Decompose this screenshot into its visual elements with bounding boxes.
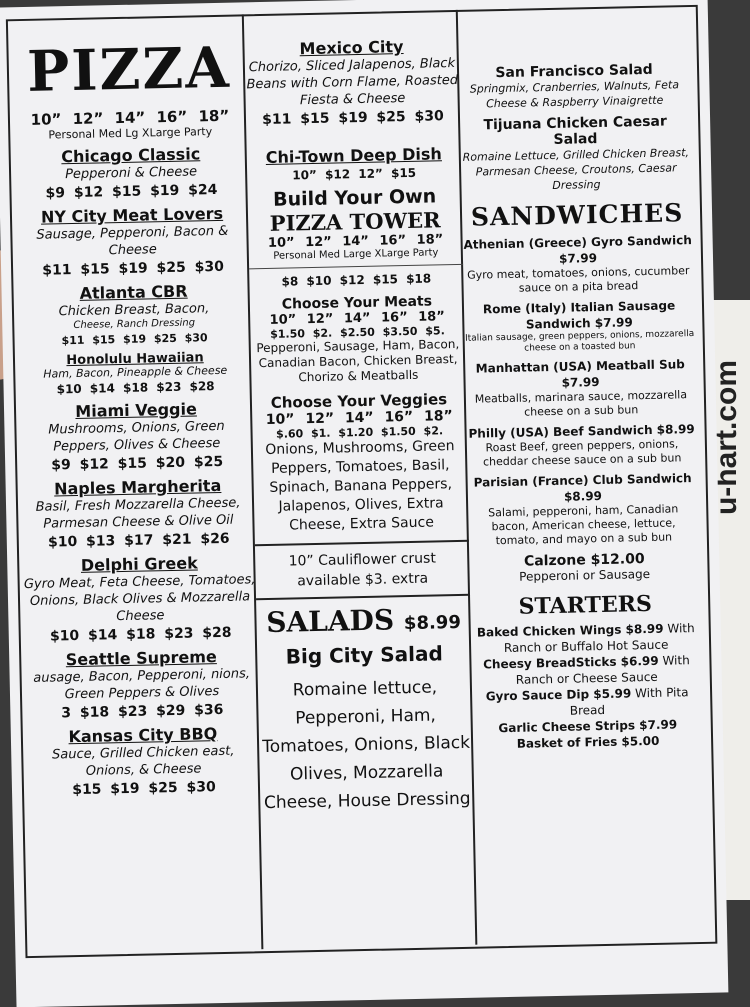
starter-name: Gyro Sauce Dip $5.99 bbox=[485, 686, 632, 704]
pizza-item bbox=[20, 398, 253, 474]
sandwich-name: Philly (USA) Beef Sandwich $8.99 bbox=[468, 422, 695, 441]
starter-item bbox=[471, 652, 702, 689]
pizza-name: Naples Margherita bbox=[53, 475, 222, 499]
pizza-desc: ausage, Bacon, Pepperoni, nions, Green Peppers & Olives bbox=[33, 666, 251, 703]
pizza-item bbox=[15, 143, 248, 202]
tower-title-2: PIZZA TOWER bbox=[269, 207, 441, 236]
pizza-prices: $11 $15 $19 $25 $30 bbox=[42, 258, 225, 279]
pizza-desc: Sauce, Grilled Chicken east, Onions, & Cheese bbox=[51, 743, 235, 779]
sandwich-name: Rome (Italy) Italian Sausage Sandwich $7.99 bbox=[482, 298, 676, 332]
sandwich-desc: Italian sausage, green peppers, onions, mozzarella cheese on a toasted bun bbox=[464, 329, 695, 354]
salad-item bbox=[460, 113, 692, 195]
pizza-name: Chicago Classic bbox=[61, 144, 201, 167]
sandwich-desc: Gyro meat, tomatoes, onions, cucumber sauce on a pita bread bbox=[467, 264, 690, 295]
starter-name: Garlic Cheese Strips $7.99 bbox=[498, 717, 678, 736]
meats-title: Choose Your Meats bbox=[281, 293, 433, 313]
meats-sizes: 10” 12” 14” 16” 18” bbox=[269, 309, 445, 328]
pizza-desc: Pepperoni & Cheese bbox=[64, 164, 198, 183]
pizza-item bbox=[19, 349, 252, 397]
mexico-city-name: Mexico City bbox=[299, 37, 404, 59]
pizza-prices: 3 $18 $23 $29 $36 bbox=[61, 701, 224, 722]
tower-sizes: 10” 12” 14” 16” 18” bbox=[267, 232, 444, 251]
pizza-item bbox=[17, 280, 250, 348]
pizza-prices: $9 $12 $15 $19 $24 bbox=[45, 181, 218, 202]
pizza-name: Miami Veggie bbox=[75, 399, 198, 421]
veggies-title: Choose Your Veggies bbox=[270, 390, 448, 412]
salad-desc: Romaine Lettuce, Grilled Chicken Breast, Parmesan Cheese, Croutons, Caesar Dressing bbox=[462, 146, 690, 192]
pizza-prices: $11 $15 $19 $25 $30 bbox=[61, 331, 208, 348]
sandwich-name: Manhattan (USA) Meatball Sub $7.99 bbox=[475, 357, 685, 390]
pizza-prices: $15 $19 $25 $30 bbox=[72, 779, 216, 799]
pizza-desc: Chicken Breast, Bacon, bbox=[58, 301, 210, 320]
pizza-prices: $9 $12 $15 $20 $25 bbox=[51, 453, 224, 474]
pizza-prices: $10 $14 $18 $23 $28 bbox=[49, 624, 232, 645]
sandwiches-title: SANDWICHES bbox=[470, 198, 684, 232]
salads-header bbox=[256, 602, 471, 639]
pizza-sizes: 10” 12” 14” 16” 18” bbox=[30, 106, 230, 129]
salad-name: San Francisco Salad bbox=[495, 61, 653, 82]
chitown-item bbox=[247, 144, 462, 183]
mexico-city-item bbox=[244, 36, 460, 128]
sandwich-item bbox=[464, 297, 695, 356]
pizza-item bbox=[27, 723, 260, 799]
tower-prices: $8 $10 $12 $15 $18 bbox=[249, 264, 463, 289]
pizza-name: Seattle Supreme bbox=[65, 647, 217, 670]
sandwich-item bbox=[463, 232, 694, 297]
starter-desc: With Ranch or Cheese Sauce bbox=[515, 653, 690, 687]
pizza-name: Atlanta CBR bbox=[79, 281, 188, 303]
pizza-item bbox=[16, 203, 249, 279]
calzone-desc: Pepperoni or Sausage bbox=[519, 566, 651, 584]
sandwich-name: Athenian (Greece) Gyro Sandwich $7.99 bbox=[463, 233, 692, 266]
pizza-item bbox=[25, 646, 258, 722]
sandwich-desc: Salami, pepperoni, ham, Canadian bacon, American cheese, lettuce, tomato, and mayo on a sub bun bbox=[488, 502, 679, 548]
salad-item bbox=[459, 61, 690, 112]
starter-name: Baked Chicken Wings $8.99 bbox=[476, 621, 664, 640]
big-city-salad-name: Big City Salad bbox=[285, 641, 443, 669]
starter-desc: With Pita Bread bbox=[569, 685, 689, 718]
pizza-name: Delphi Greek bbox=[80, 553, 198, 575]
pizza-desc: Ham, Bacon, Pineapple & Cheese bbox=[43, 363, 228, 381]
starters-title: STARTERS bbox=[518, 590, 653, 620]
starter-item bbox=[472, 684, 703, 721]
pizza-desc: Basil, Fresh Mozzarella Cheese, Parmesan Cheese & Olive Oil bbox=[35, 495, 241, 532]
mexico-city-desc: Chorizo, Sliced Jalapenos, Black Beans with Corn Flame, Roasted Fiesta & Cheese bbox=[246, 55, 459, 109]
pizza-name: Honolulu Hawaiian bbox=[66, 350, 204, 369]
pizza-size-names: Personal Med Lg XLarge Party bbox=[48, 125, 213, 142]
tower-size-names: Personal Med Large XLarge Party bbox=[273, 247, 439, 262]
veggies-prices: $.60 $1. $1.20 $1.50 $2. bbox=[275, 424, 444, 441]
pizza-name: NY City Meat Lovers bbox=[40, 203, 224, 227]
salad-desc: Springmix, Cranberries, Walnuts, Feta Cheese & Raspberry Vinaigrette bbox=[469, 78, 680, 111]
pizza-desc: Mushrooms, Onions, Green Peppers, Olives & Cheese bbox=[48, 418, 225, 455]
veggies-sizes: 10” 12” 14” 16” 18” bbox=[265, 408, 453, 428]
pizza-desc-small: Cheese, Ranch Dressing bbox=[73, 317, 196, 332]
tower-title-1: Build Your Own bbox=[272, 185, 437, 211]
meats-section bbox=[250, 293, 466, 386]
pizza-title: PIZZA bbox=[26, 34, 232, 105]
salads-sandwiches-column bbox=[458, 7, 703, 753]
sandwich-name: Parisian (France) Club Sandwich $8.99 bbox=[473, 471, 692, 504]
pizza-column bbox=[12, 16, 260, 803]
sandwich-item bbox=[467, 470, 698, 549]
starter-name: Basket of Fries $5.00 bbox=[516, 733, 660, 751]
sandwich-desc: Meatballs, marinara sauce, mozzarella cheese on a sub bun bbox=[474, 388, 688, 419]
salads-section bbox=[256, 602, 474, 817]
cauliflower-note: 10” Cauliflower crust available $3. extra bbox=[255, 540, 470, 600]
pizza-prices: $10 $13 $17 $21 $26 bbox=[47, 530, 230, 551]
sandwich-item bbox=[466, 421, 697, 470]
salads-title: SALADS bbox=[265, 603, 395, 640]
meats-list: Pepperoni, Sausage, Ham, Bacon, Canadian Bacon, Chicken Breast, Chorizo & Meatballs bbox=[256, 336, 460, 385]
starter-name: Cheesy BreadSticks $6.99 bbox=[483, 653, 659, 672]
pizza-prices: $10 $14 $18 $23 $28 bbox=[56, 379, 215, 397]
pizza-name: Kansas City BBQ bbox=[68, 724, 218, 747]
sandwich-desc: Roast Beef, green peppers, onions, cheddar cheese sauce on a sub bun bbox=[482, 437, 682, 469]
salad-name: Tijuana Chicken Caesar Salad bbox=[483, 113, 667, 148]
pizza-desc: Sausage, Pepperoni, Bacon & Cheese bbox=[36, 223, 229, 259]
starter-desc: With Ranch or Buffalo Hot Sauce bbox=[503, 621, 695, 656]
veggies-section bbox=[252, 390, 469, 536]
pizza-item bbox=[23, 552, 257, 645]
chitown-prices: 10” $12 12” $15 bbox=[292, 165, 417, 183]
specialty-column bbox=[244, 12, 475, 821]
pizza-tower bbox=[247, 185, 463, 289]
mexico-city-prices: $11 $15 $19 $25 $30 bbox=[262, 108, 444, 129]
meats-prices: $1.50 $2. $2.50 $3.50 $5. bbox=[270, 324, 445, 341]
website-url: u-hart.com bbox=[710, 360, 743, 516]
calzone-name: Calzone $12.00 bbox=[523, 551, 645, 570]
veggies-list: Onions, Mushrooms, Green Peppers, Tomatoes, Basil, Spinach, Banana Peppers, Jalapenos, Olives, Extra Cheese, Extra Sauce bbox=[265, 438, 455, 534]
starter-item bbox=[471, 620, 702, 657]
sandwich-item bbox=[465, 356, 696, 421]
pizza-item bbox=[22, 475, 255, 551]
big-city-salad-desc: Romaine lettuce, Pepperoni, Ham, Tomatoes, Onions, Black Olives, Mozzarella Cheese, House Dressing bbox=[262, 677, 471, 814]
salads-price: $8.99 bbox=[403, 611, 462, 635]
chitown-name: Chi-Town Deep Dish bbox=[265, 144, 443, 167]
pizza-desc: Gyro Meat, Feta Cheese, Tomatoes, Onions, Black Olives & Mozzarella Cheese bbox=[23, 572, 256, 625]
